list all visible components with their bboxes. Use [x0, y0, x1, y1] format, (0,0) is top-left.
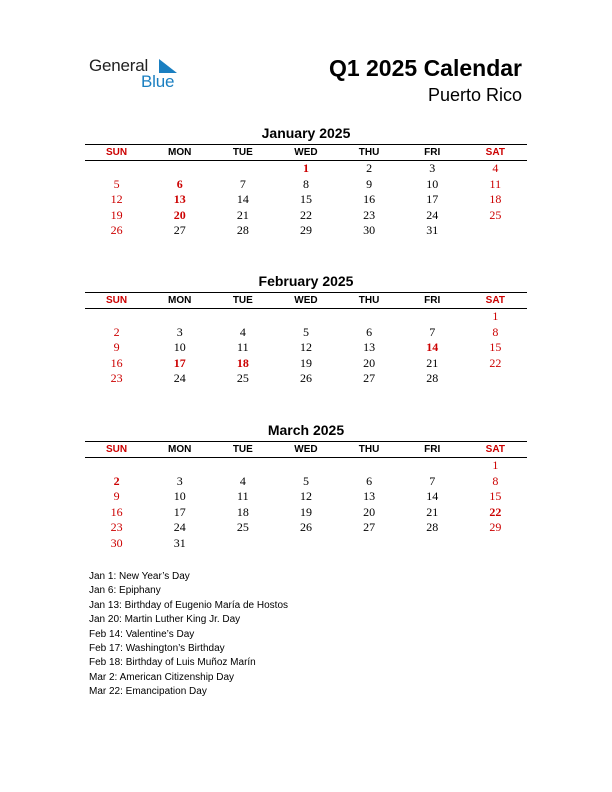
weekday-label: WED: [294, 444, 318, 455]
day-cell: 12: [110, 192, 123, 207]
day-cell: [464, 371, 527, 387]
day-cell: [148, 309, 211, 325]
month-block: [85, 272, 527, 387]
logo-triangle-icon: [159, 59, 177, 73]
holiday-item: Jan 13: Birthday of Eugenio María de Hostos: [89, 599, 289, 611]
day-cell: 24: [173, 371, 186, 386]
week-row: [85, 520, 527, 536]
day-cell: [211, 309, 274, 325]
weekday-label: SAT: [485, 295, 505, 306]
day-cell: 22: [489, 355, 502, 370]
holiday-item: Mar 2: American Citizenship Day: [89, 671, 235, 683]
day-cell: 27: [173, 223, 186, 238]
weekday-header-row: [85, 293, 527, 308]
day-cell: 20: [363, 355, 376, 370]
day-cell: 12: [299, 489, 312, 504]
weekday-label: MON: [168, 295, 192, 306]
day-cell: 21: [426, 504, 439, 519]
day-cell: 6: [176, 176, 183, 191]
weekday-label: MON: [168, 147, 192, 158]
day-cell: 10: [426, 176, 439, 191]
day-cell: 3: [429, 161, 436, 175]
day-cell: 15: [489, 489, 502, 504]
day-cell: 13: [173, 192, 186, 207]
page-title: Q1 2025 Calendar: [328, 55, 522, 81]
week-row: [85, 161, 527, 177]
day-cell: 16: [110, 504, 123, 519]
day-cell: 25: [236, 520, 249, 535]
day-cell: [148, 161, 211, 177]
logo-blue-text: Blue: [141, 72, 175, 91]
day-cell: 16: [110, 355, 123, 370]
day-cell: 2: [366, 161, 373, 175]
day-cell: 22: [299, 207, 312, 222]
day-cell: 7: [429, 324, 436, 339]
day-cell: 1: [492, 309, 499, 323]
day-cell: 10: [173, 340, 186, 355]
day-cell: 31: [173, 535, 186, 550]
day-cell: [274, 458, 337, 474]
day-cell: 2: [113, 473, 120, 488]
day-cell: 18: [236, 355, 249, 370]
day-cell: 28: [426, 371, 439, 386]
weekday-label: FRI: [424, 147, 441, 158]
day-cell: 26: [110, 223, 123, 238]
day-cell: 24: [426, 207, 439, 222]
week-row: [85, 208, 527, 224]
week-row: [85, 340, 527, 356]
weekday-label: SUN: [106, 444, 128, 455]
weekday-label: FRI: [424, 444, 441, 455]
day-cell: 13: [363, 340, 376, 355]
month-title: January 2025: [261, 125, 351, 141]
day-cell: 15: [299, 192, 312, 207]
day-cell: 1: [302, 161, 309, 175]
day-cell: [401, 458, 464, 474]
day-cell: [85, 161, 148, 177]
day-cell: 19: [299, 504, 312, 519]
month-title: March 2025: [267, 422, 345, 438]
day-cell: [338, 309, 401, 325]
weekday-label: TUE: [232, 147, 253, 158]
day-cell: 20: [173, 207, 186, 222]
month-block: [85, 124, 527, 239]
day-cell: [464, 223, 527, 239]
day-cell: 23: [110, 520, 123, 535]
day-cell: [274, 536, 337, 552]
day-cell: 4: [239, 324, 246, 339]
week-row: [85, 356, 527, 372]
weekday-label: THU: [358, 147, 380, 158]
day-cell: 4: [239, 473, 246, 488]
day-cell: 5: [113, 176, 120, 191]
weekday-label: THU: [358, 295, 380, 306]
page-subtitle: Puerto Rico: [427, 85, 522, 105]
holiday-item: Feb 14: Valentine’s Day: [89, 628, 195, 640]
day-cell: 9: [113, 489, 120, 504]
day-cell: 9: [113, 340, 120, 355]
day-cell: 5: [302, 324, 309, 339]
day-cell: 26: [299, 371, 312, 386]
week-row: [85, 177, 527, 193]
week-row: [85, 489, 527, 505]
day-cell: 19: [299, 355, 312, 370]
weekday-label: SAT: [485, 147, 505, 158]
week-row: [85, 371, 527, 387]
day-cell: 11: [237, 340, 249, 355]
day-cell: 19: [110, 207, 123, 222]
day-cell: 5: [302, 473, 309, 488]
day-cell: 27: [363, 520, 376, 535]
day-cell: [464, 536, 527, 552]
day-cell: 16: [363, 192, 376, 207]
day-cell: [338, 536, 401, 552]
day-cell: 3: [176, 324, 183, 339]
day-cell: 30: [110, 535, 123, 550]
day-cell: [211, 536, 274, 552]
day-cell: 7: [239, 176, 246, 191]
day-cell: [401, 309, 464, 325]
holiday-item: Jan 1: New Year’s Day: [89, 571, 190, 582]
day-cell: 14: [236, 192, 249, 207]
weekday-label: TUE: [232, 444, 253, 455]
week-row: [85, 223, 527, 239]
day-cell: 29: [299, 223, 312, 238]
day-cell: 31: [426, 223, 439, 238]
day-cell: 6: [366, 473, 373, 488]
day-cell: [401, 536, 464, 552]
day-cell: [148, 458, 211, 474]
day-cell: 23: [110, 371, 123, 386]
day-cell: 1: [492, 458, 499, 472]
weekday-label: MON: [168, 444, 192, 455]
day-cell: 13: [363, 489, 376, 504]
holiday-item: Feb 17: Washington’s Birthday: [89, 643, 225, 655]
weekday-label: SAT: [485, 444, 505, 455]
weekday-label: THU: [358, 444, 380, 455]
day-cell: [274, 309, 337, 325]
weekday-label: SUN: [106, 147, 128, 158]
day-cell: 20: [363, 504, 376, 519]
day-cell: 11: [237, 489, 249, 504]
week-row: [85, 458, 527, 474]
day-cell: 28: [426, 520, 439, 535]
week-row: [85, 536, 527, 552]
week-row: [85, 505, 527, 521]
day-cell: 21: [426, 355, 439, 370]
day-cell: 4: [492, 161, 499, 175]
holiday-item: Feb 18: Birthday of Luis Muñoz Marín: [89, 657, 256, 669]
day-cell: 21: [236, 207, 249, 222]
day-cell: 18: [489, 192, 502, 207]
day-cell: [211, 161, 274, 177]
day-cell: 12: [299, 340, 312, 355]
day-cell: 14: [426, 489, 439, 504]
weekday-label: WED: [294, 147, 318, 158]
month-block: [85, 421, 527, 552]
generalblue-logo: [89, 56, 199, 96]
day-cell: 8: [492, 473, 499, 488]
day-cell: 25: [236, 371, 249, 386]
holiday-list: [89, 570, 288, 700]
day-cell: [85, 458, 148, 474]
day-cell: 29: [489, 520, 502, 535]
day-cell: 23: [363, 207, 376, 222]
day-cell: 6: [366, 324, 373, 339]
weekday-label: FRI: [424, 295, 441, 306]
logo-general-text: General: [89, 56, 149, 75]
day-cell: [338, 458, 401, 474]
day-cell: 17: [426, 192, 439, 207]
day-cell: 28: [236, 223, 249, 238]
holiday-item: Jan 20: Martin Luther King Jr. Day: [89, 614, 241, 626]
week-row: [85, 309, 527, 325]
day-cell: 30: [363, 223, 376, 238]
day-cell: [85, 309, 148, 325]
weekday-label: TUE: [232, 295, 253, 306]
day-cell: 15: [489, 340, 502, 355]
day-cell: 17: [173, 504, 186, 519]
day-cell: 7: [429, 473, 436, 488]
day-cell: 11: [489, 176, 502, 191]
weekday-header-row: [85, 145, 527, 160]
day-cell: 8: [302, 176, 309, 191]
day-cell: 18: [236, 504, 249, 519]
day-cell: 2: [113, 324, 120, 339]
holiday-item: Mar 22: Emancipation Day: [89, 686, 207, 698]
holiday-item: Jan 6: Epiphany: [89, 585, 161, 597]
day-cell: 22: [489, 504, 502, 519]
day-cell: 27: [363, 371, 376, 386]
week-row: [85, 474, 527, 490]
weekday-label: SUN: [106, 295, 128, 306]
weekday-header-row: [85, 442, 527, 457]
day-cell: 24: [173, 520, 186, 535]
day-cell: 14: [426, 340, 439, 355]
weekday-label: WED: [294, 295, 318, 306]
day-cell: 25: [489, 207, 502, 222]
day-cell: 8: [492, 324, 499, 339]
day-cell: 26: [299, 520, 312, 535]
week-row: [85, 192, 527, 208]
day-cell: [211, 458, 274, 474]
day-cell: 17: [173, 355, 186, 370]
day-cell: 3: [176, 473, 183, 488]
month-title: February 2025: [258, 273, 354, 289]
week-row: [85, 325, 527, 341]
day-cell: 9: [366, 176, 373, 191]
day-cell: 10: [173, 489, 186, 504]
